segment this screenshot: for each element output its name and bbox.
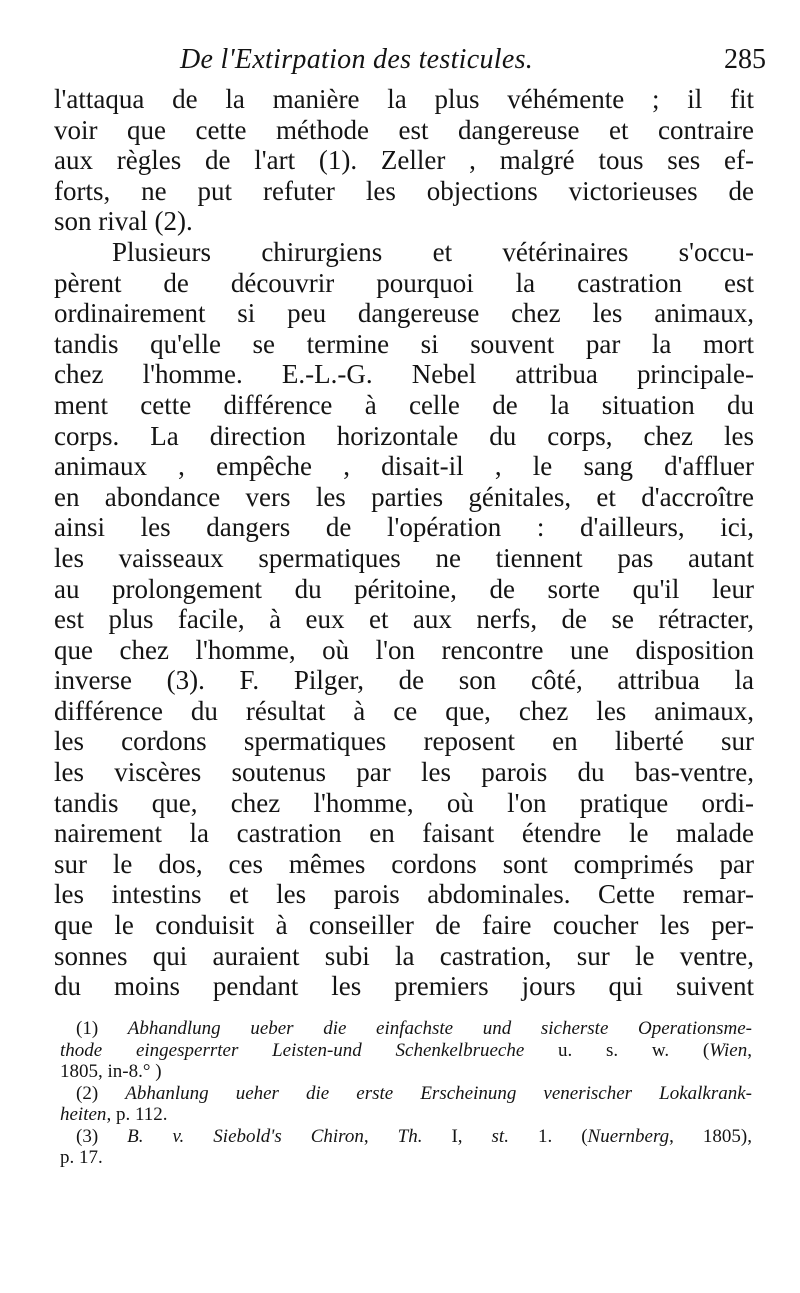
footnote-2 <box>58 1083 752 1105</box>
body-line: chez l'homme. E.-L.-G. Nebel attribua principale- <box>54 359 754 390</box>
body-line: que chez l'homme, où l'on rencontre une disposition <box>54 634 754 665</box>
running-header <box>180 44 766 84</box>
body-line: au prolongement du péritoine, de sorte qu'il leur <box>54 573 754 604</box>
footnote-marker: (1) <box>76 1018 99 1039</box>
body-line: animaux , empêche , disait-il , le sang d'affluer <box>54 451 754 482</box>
body-line: tandis que, chez l'homme, où l'on pratique ordi- <box>54 787 754 818</box>
footnote-volume: Th. <box>397 1125 423 1147</box>
body-line: les intestins et les parois abdominales. Cette remar- <box>54 879 754 910</box>
footnote-text: I, <box>422 1125 492 1147</box>
footnote-text: , <box>363 1125 398 1147</box>
footnote-title: heiten <box>60 1104 107 1125</box>
body-line: ment cette différence à celle de la situation du <box>54 389 754 420</box>
running-title: De l'Extirpation des testicules. <box>180 44 534 75</box>
footnote-title: Abhanlung ueher die erste Erscheinung venerischer Lokalkrank- <box>125 1082 752 1104</box>
footnote-3 <box>58 1126 752 1148</box>
body-line: tandis qu'elle se termine si souvent par la mort <box>54 328 754 359</box>
body-line: différence du résultat à ce que, chez les animaux, <box>54 695 754 726</box>
body-text <box>54 84 754 1002</box>
footnote-text: , p. 112. <box>106 1104 168 1125</box>
body-line: voir que cette méthode est dangereuse et contraire <box>54 114 754 145</box>
footnote-text: , <box>747 1039 752 1061</box>
body-line: les vaisseaux spermatiques ne tiennent pas autant <box>54 542 754 573</box>
body-line: les cordons spermatiques reposent en liberté sur <box>54 726 754 757</box>
body-line: son rival (2). <box>54 206 193 237</box>
footnote-place: Nuernberg <box>587 1125 670 1147</box>
body-line: l'attaqua de la manière la plus véhémente ; il fit <box>54 84 754 114</box>
body-line: ordinairement si peu dangereuse chez les animaux, <box>54 298 754 329</box>
footnote-title: B. v. Siebold's Chiron <box>127 1125 364 1147</box>
body-line: les viscères soutenus par les parois du bas-ventre, <box>54 757 754 788</box>
body-line: corps. La direction horizontale du corps, chez les <box>54 420 754 451</box>
footnote-title: thode eingesperrter Leisten-und Schenkelbrueche <box>60 1039 525 1061</box>
footnote-text: , 1805), <box>669 1125 752 1147</box>
footnote-marker: (3) <box>76 1125 99 1147</box>
body-line: du moins pendant les premiers jours qui suivent <box>54 971 754 1002</box>
footnote-2-cont <box>58 1104 752 1126</box>
footnote-3-end: p. 17. <box>60 1147 103 1168</box>
body-line: que le conduisit à conseiller de faire coucher les per- <box>54 910 754 941</box>
footnote-place: Wien <box>709 1039 748 1061</box>
body-line: sonnes qui auraient subi la castration, sur le ventre, <box>54 940 754 971</box>
body-line: forts, ne put refuter les objections victorieuses de <box>54 175 754 206</box>
footnote-text: 1. ( <box>508 1125 588 1147</box>
body-line: nairement la castration en faisant étendre le malade <box>54 818 754 849</box>
footnote-1-end: 1805, in-8.° ) <box>60 1061 162 1082</box>
body-line: sur le dos, ces mêmes cordons sont comprimés par <box>54 848 754 879</box>
body-line: aux règles de l'art (1). Zeller , malgré tous ses ef- <box>54 145 754 176</box>
page-number: 285 <box>724 44 766 75</box>
footnote-text: u. s. w. ( <box>524 1039 710 1061</box>
body-line: Plusieurs chirurgiens et vétérinaires s'occu- <box>112 236 754 267</box>
footnote-1-cont <box>58 1040 752 1062</box>
body-line: en abondance vers les parties génitales, et d'accroître <box>54 481 754 512</box>
footnotes <box>58 1018 752 1169</box>
body-line: pèrent de découvrir pourquoi la castration est <box>54 267 754 298</box>
body-line: ainsi les dangers de l'opération : d'ailleurs, ici, <box>54 512 754 543</box>
footnote-part: st. <box>491 1125 509 1147</box>
body-line: inverse (3). F. Pilger, de son côté, attribua la <box>54 665 754 696</box>
body-line: est plus facile, à eux et aux nerfs, de se rétracter, <box>54 604 754 635</box>
footnote-title: Abhandlung ueber die einfachste und sicherste Operationsme- <box>127 1018 752 1039</box>
footnote-1 <box>58 1018 752 1040</box>
footnote-marker: (2) <box>76 1082 99 1104</box>
